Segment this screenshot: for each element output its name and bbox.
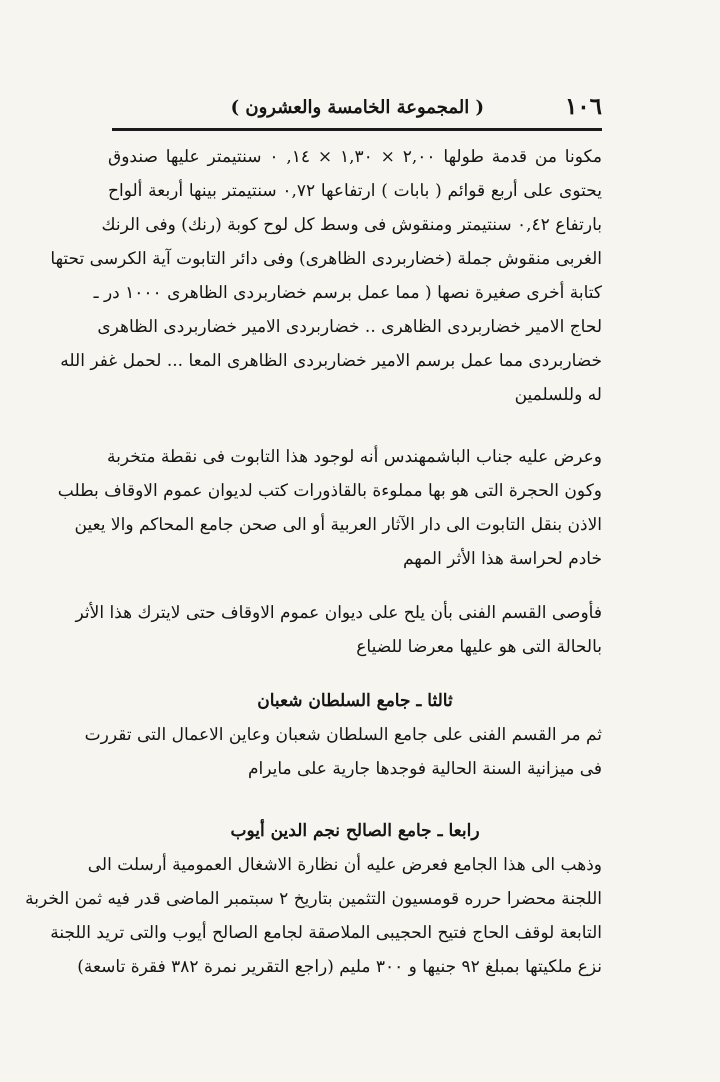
page-body [25,140,602,984]
text-line: لحاج الامير خضاربردى الظاهرى .. خضاربردى الامير خضاربردى الظاهرى [97,317,602,337]
text-line: بارتفاع ٠,٤٢ سنتيمتر ومنقوش فى وسط كل لوح كوبة (رنك) وفى الرنك [101,215,602,235]
text-line: خادم لحراسة هذا الأثر المهم [402,549,602,569]
paragraph-recommendation [75,596,602,664]
section-heading: ثالثا ـ جامع السلطان شعبان [257,691,453,711]
paragraph-coffin-description [50,140,602,412]
paragraph-gap [108,576,602,596]
paragraph-gap [108,412,602,440]
paragraph-engineer-report [57,440,602,576]
text-line: نزع ملكيتها بمبلغ ٩٢ جنيها و ٣٠٠ مليم (راجع التقرير نمرة ٣٨٢ فقرة تاسعة) [77,957,602,977]
text-line: بالحالة التى هو عليها معرضا للضياع [356,637,602,657]
section-salih-ayyub [25,814,602,984]
paragraph-gap [108,786,602,814]
text-line: التابعة لوقف الحاج فتيح الحجيبى الملاصقة لجامع الصالح أيوب والتى تريد اللجنة [50,923,602,943]
text-line: فأوصى القسم الفنى بأن يلح على ديوان عموم الاوقاف حتى لايترك هذا الأثر [75,603,602,623]
header-rule [112,128,602,131]
text-line: اللجنة محضرا حرره قومسيون التثمين بتاريخ ٢ سبتمبر الماضى قدر فيه ثمن الخربة [25,889,602,909]
text-line: مكونا من قدمة طولها ٢,٠٠ × ١,٣٠ × ١٤, ٠ سنتيمتر عليها صندوق [108,147,602,167]
text-line: ثم مر القسم الفنى على جامع السلطان شعبان وعاين الاعمال التى تقررت [84,725,602,745]
section-heading: رابعا ـ جامع الصالح نجم الدين أيوب [230,821,480,841]
running-title: ( المجموعة الخامسة والعشرون ) [230,97,484,118]
text-line: وذهب الى هذا الجامع فعرض عليه أن نظارة الاشغال العمومية أرسلت الى [87,855,602,875]
text-line: كتابة أخرى صغيرة نصها ( مما عمل برسم خضاربردى الظاهرى ١٠٠٠ در ـ [93,283,602,303]
text-line: الغربى منقوش جملة (خضاربردى الظاهرى) وفى دائر التابوت آية الكرسى تحتها [50,249,602,269]
text-line: يحتوى على أربع قوائم ( بابات ) ارتفاعها ٠,٧٢ سنتيمتر بينها أربعة ألواح [108,181,602,201]
page-header [112,92,602,126]
text-line: فى ميزانية السنة الحالية فوجدها جارية على مايرام [247,759,602,779]
section-sultan-shaaban [84,684,602,786]
page-number: ١٠٦ [564,93,602,120]
text-line: وكون الحجرة التى هو بها مملوءة بالقاذورات كتب لديوان عموم الاوقاف بطلب [57,481,602,501]
text-line: خضاربردى مما عمل برسم الامير خضاربردى الظاهرى المعا ... لحمل غفر الله [60,351,602,371]
paragraph-gap [108,664,602,684]
text-line: الاذن بنقل التابوت الى دار الآثار العربية أو الى صحن جامع المحاكم والا يعين [74,515,602,535]
text-line: وعرض عليه جناب الباشمهندس أنه لوجود هذا التابوت فى نقطة متخربة [107,447,602,467]
text-line: له وللسلمين [514,385,602,405]
